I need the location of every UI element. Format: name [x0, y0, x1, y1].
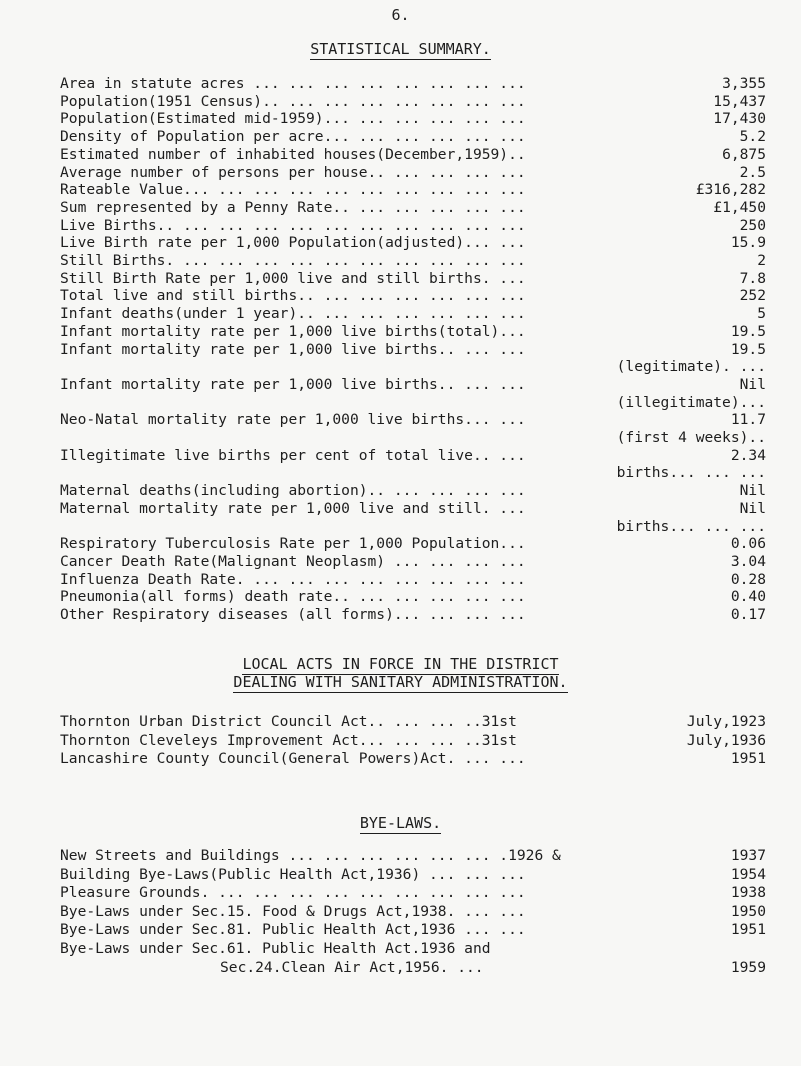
- row-label: Thornton Cleveleys Improvement Act... ... ... ..31st: [60, 731, 517, 749]
- row-value: 5: [757, 305, 766, 323]
- row-label: Maternal mortality rate per 1,000 live and still. ...: [60, 499, 526, 517]
- page-number: 6.: [391, 6, 410, 24]
- row-label: Infant mortality rate per 1,000 live births.. ... ...: [60, 340, 526, 358]
- row-label: Still Births. ... ... ... ... ... ... ... ... ... ...: [60, 252, 526, 269]
- row-label: Rateable Value... ... ... ... ... ... ... ... ... ...: [60, 181, 526, 199]
- table-row: [60, 920, 766, 940]
- row-label: Influenza Death Rate. ... ... ... ... ... ... ... ...: [60, 570, 526, 588]
- row-value: 1937: [730, 847, 766, 864]
- row-label: Neo-Natal mortality rate per 1,000 live births... ...: [60, 411, 526, 429]
- row-label: Pleasure Grounds. ... ... ... ... ... ... ... ... ...: [60, 884, 526, 902]
- row-value: 6,875: [722, 145, 766, 163]
- row-value: 1951: [730, 750, 766, 767]
- row-label: Density of Population per acre... ... ... ... ... ...: [60, 128, 526, 146]
- row-value: 3.04: [730, 552, 766, 570]
- row-value: 1959: [730, 958, 766, 976]
- row-label: Thornton Urban District Council Act.. ... ... ..31st: [60, 713, 517, 730]
- row-value: 1938: [730, 884, 766, 902]
- row-continuation: births... ... ...: [616, 464, 766, 482]
- statistical-summary-heading: STATISTICAL SUMMARY.: [310, 40, 491, 58]
- local-acts-heading-line2: DEALING WITH SANITARY ADMINISTRATION.: [233, 673, 568, 691]
- row-value: Nil: [739, 375, 766, 393]
- row-value: 2: [757, 252, 766, 269]
- row-label: Cancer Death Rate(Malignant Neoplasm) ... ... ... ...: [60, 552, 526, 570]
- row-value: 19.5: [730, 340, 766, 358]
- row-value: 252: [739, 287, 766, 305]
- row-label: Area in statute acres ... ... ... ... ... ... ... ...: [60, 75, 526, 92]
- row-value: 2.34: [730, 446, 766, 464]
- row-value: 0.40: [730, 588, 766, 606]
- table-row: [60, 712, 766, 732]
- row-label: Still Birth Rate per 1,000 live and still births. ...: [60, 269, 526, 287]
- row-label: Population(1951 Census).. ... ... ... ... ... ... ...: [60, 92, 526, 110]
- row-value: 7.8: [739, 269, 766, 287]
- row-value: 15.9: [730, 234, 766, 252]
- table-row: [60, 605, 766, 625]
- table-row: [60, 902, 766, 922]
- row-label: Average number of persons per house.. ... ... ... ...: [60, 163, 526, 181]
- row-value: £316,282: [695, 181, 766, 199]
- row-label: Lancashire County Council(General Powers)Act. ... ...: [60, 750, 526, 767]
- row-continuation: (legitimate). ...: [616, 358, 766, 376]
- row-label: Building Bye-Laws(Public Health Act,1936) ... ... ...: [60, 865, 526, 883]
- row-label: Estimated number of inhabited houses(December,1959)..: [60, 145, 526, 163]
- row-value: 0.17: [730, 606, 766, 623]
- table-row: [60, 749, 766, 769]
- row-label: Respiratory Tuberculosis Rate per 1,000 Population...: [60, 535, 526, 553]
- row-value: 2.5: [739, 163, 766, 181]
- row-label: Infant deaths(under 1 year).. ... ... ... ... ... ...: [60, 305, 526, 323]
- row-continuation: births... ... ...: [616, 517, 766, 535]
- row-value: 11.7: [730, 411, 766, 429]
- table-row: [60, 865, 766, 885]
- row-value: 1950: [730, 902, 766, 920]
- row-value: 1954: [730, 865, 766, 883]
- row-value: £1,450: [713, 198, 766, 216]
- table-row: [60, 958, 766, 978]
- row-label: Live Birth rate per 1,000 Population(adjusted)... ...: [60, 234, 526, 252]
- row-value: 3,355: [722, 75, 766, 92]
- row-continuation: (illegitimate)...: [616, 393, 766, 411]
- row-label: Bye-Laws under Sec.61. Public Health Act.1936 and: [60, 940, 491, 957]
- row-value: 15,437: [713, 92, 766, 110]
- row-label: Live Births.. ... ... ... ... ... ... ... ... ... ...: [60, 216, 526, 234]
- row-value: Nil: [739, 482, 766, 500]
- table-row: [60, 883, 766, 903]
- row-value: 5.2: [739, 128, 766, 146]
- bye-laws-heading: BYE-LAWS.: [359, 814, 442, 832]
- row-continuation: (first 4 weeks)..: [616, 429, 766, 446]
- row-value: Nil: [739, 499, 766, 517]
- row-label: Pneumonia(all forms) death rate.. ... ... ... ... ...: [60, 588, 526, 606]
- row-label: Total live and still births.. ... ... ... ... ... ...: [60, 287, 526, 305]
- row-label: New Streets and Buildings ... ... ... ... ... ... .1926 &: [60, 847, 561, 864]
- row-value: 17,430: [713, 110, 766, 128]
- row-label: Other Respiratory diseases (all forms)... ... ... ...: [60, 606, 526, 623]
- row-label: Infant mortality rate per 1,000 live births(total)...: [60, 322, 526, 340]
- row-value: July,1923: [686, 713, 766, 730]
- row-label: Illegitimate live births per cent of total live.. ...: [60, 446, 526, 464]
- row-value: 0.06: [730, 535, 766, 553]
- row-value: July,1936: [686, 731, 766, 749]
- table-row: [60, 846, 766, 866]
- table-row: [60, 731, 766, 751]
- row-label: Sum represented by a Penny Rate.. ... ... ... ... ...: [60, 198, 526, 216]
- row-value: 1951: [730, 921, 766, 939]
- row-value: 19.5: [730, 322, 766, 340]
- row-label: Bye-Laws under Sec.81. Public Health Act,1936 ... ...: [60, 921, 526, 939]
- row-label: Sec.24.Clean Air Act,1956. ...: [220, 958, 484, 976]
- row-label: Infant mortality rate per 1,000 live births.. ... ...: [60, 375, 526, 393]
- row-label: Maternal deaths(including abortion).. ... ... ... ...: [60, 482, 526, 500]
- row-label: Bye-Laws under Sec.15. Food & Drugs Act,1938. ... ...: [60, 902, 526, 920]
- row-value: 250: [739, 216, 766, 234]
- row-value: 0.28: [730, 570, 766, 588]
- table-row: [60, 939, 766, 959]
- local-acts-heading: LOCAL ACTS IN FORCE IN THE DISTRICT: [242, 655, 559, 673]
- row-label: Population(Estimated mid-1959)... ... ... ... ... ...: [60, 110, 526, 128]
